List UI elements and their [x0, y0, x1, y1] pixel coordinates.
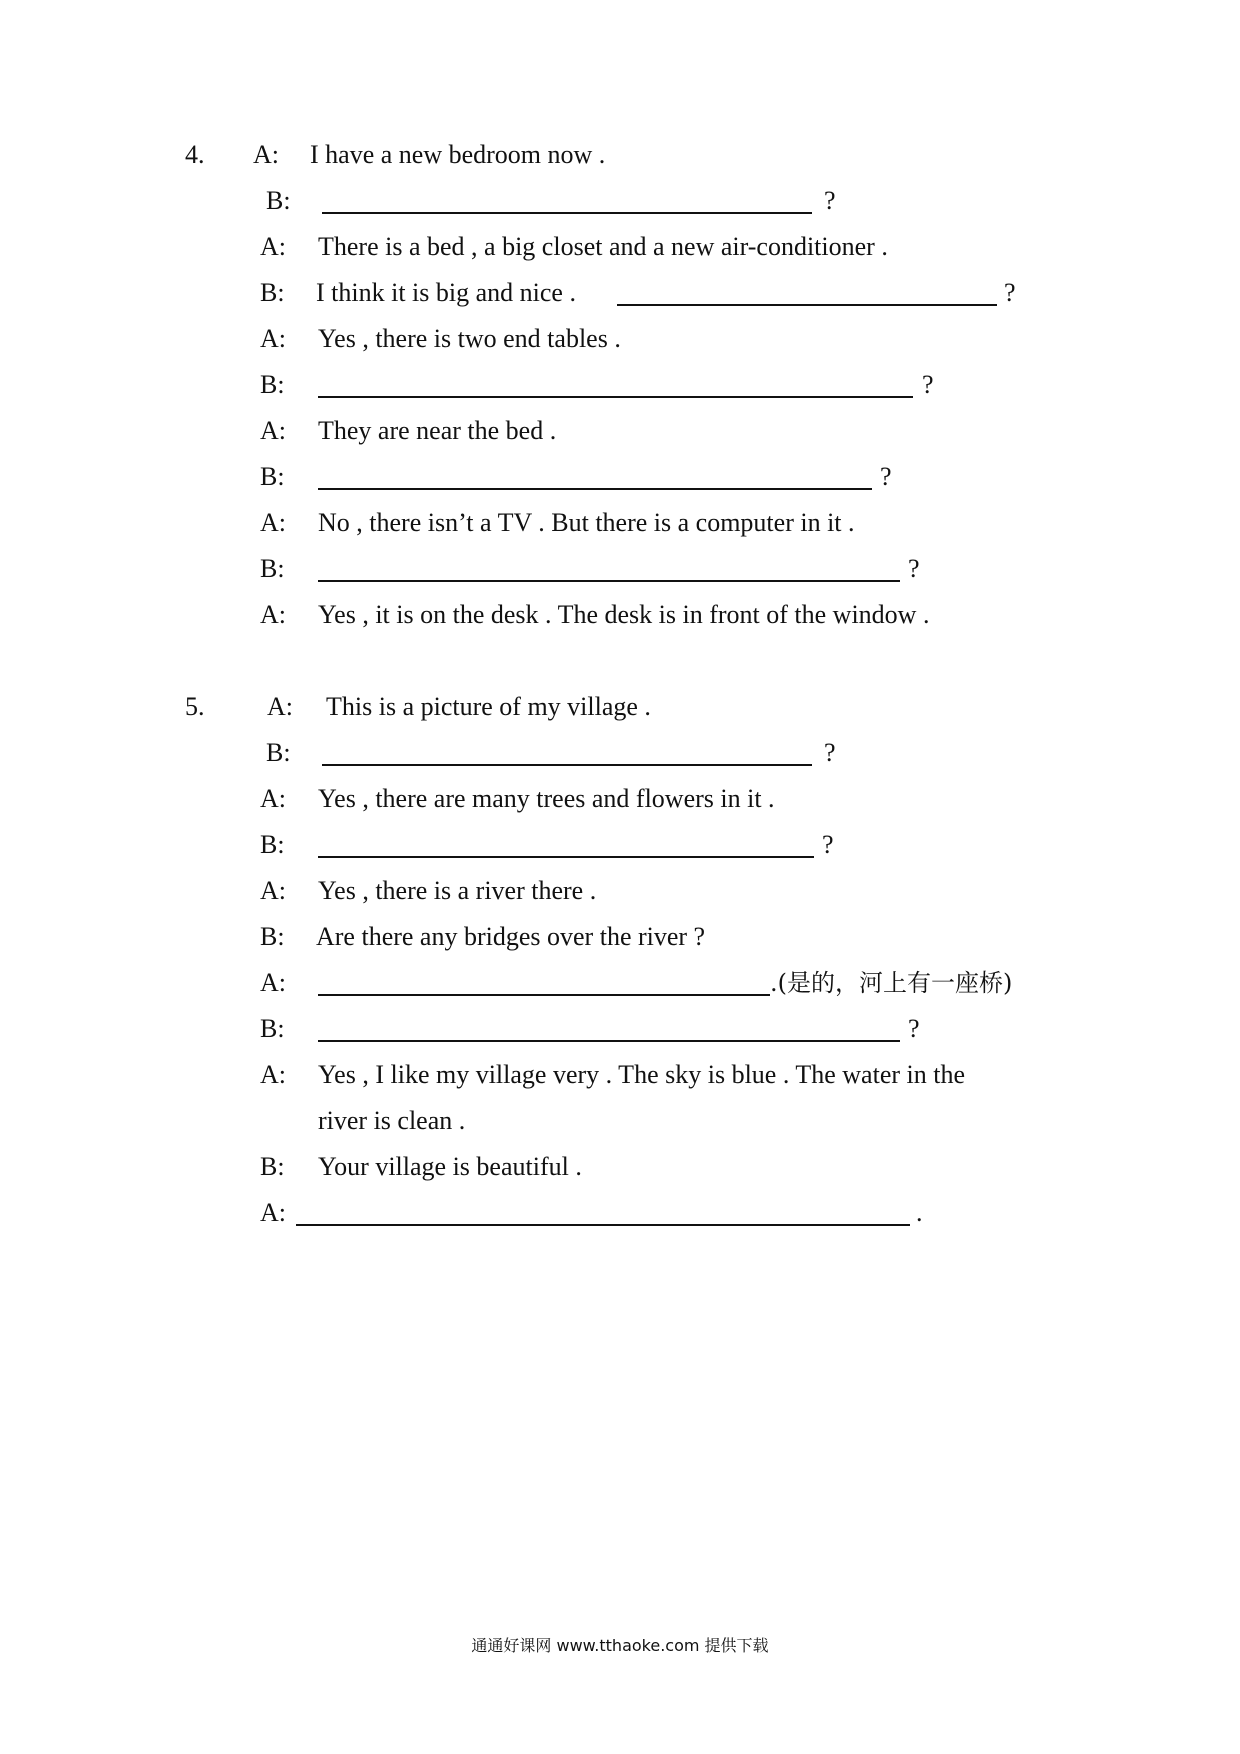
speaker-label: A: [260, 324, 286, 353]
blank-punctuation: ? [908, 554, 920, 583]
speaker-label: A: [260, 968, 286, 997]
speaker-label: B: [260, 278, 285, 307]
dialogue-line: They are near the bed . [318, 416, 557, 445]
speaker-label: A: [260, 416, 286, 445]
answer-blank[interactable] [318, 834, 814, 858]
speaker-label: A: [260, 784, 286, 813]
dialogue-line: Your village is beautiful . [318, 1152, 582, 1181]
speaker-label: B: [260, 1014, 285, 1043]
speaker-label: A: [260, 1198, 286, 1227]
dialogue-line: No , there isn’t a TV . But there is a computer in it . [318, 508, 855, 537]
blank-punctuation: ? [824, 186, 836, 215]
speaker-label: A: [260, 232, 286, 261]
blank-punctuation: ? [824, 738, 836, 767]
speaker-label: B: [260, 830, 285, 859]
blank-punctuation: ? [880, 462, 892, 491]
speaker-label: B: [260, 922, 285, 951]
chinese-hint: .(是的，河上有一座桥) [770, 969, 1013, 997]
speaker-label: A: [260, 876, 286, 905]
speaker-label: B: [266, 738, 291, 767]
dialogue-line: There is a bed , a big closet and a new air-conditioner . [318, 232, 888, 261]
question-number: 5. [185, 692, 205, 721]
speaker-label: A: [267, 692, 293, 721]
dialogue-line: I have a new bedroom now . [310, 140, 606, 169]
speaker-label: A: [260, 600, 286, 629]
dialogue-line: Yes , there is a river there . [318, 876, 597, 905]
question-number: 4. [185, 140, 205, 169]
dialogue-line: Yes , there is two end tables . [318, 324, 621, 353]
speaker-label: B: [266, 186, 291, 215]
dialogue-line: Yes , it is on the desk . The desk is in front of the window . [318, 600, 930, 629]
answer-blank[interactable] [322, 190, 812, 214]
speaker-label: A: [253, 140, 279, 169]
answer-blank[interactable] [296, 1202, 910, 1226]
speaker-label: B: [260, 370, 285, 399]
blank-punctuation: . [916, 1198, 923, 1227]
speaker-label: A: [260, 1060, 286, 1089]
dialogue-line-continued: river is clean . [318, 1106, 466, 1135]
blank-punctuation: ? [908, 1014, 920, 1043]
answer-blank[interactable] [322, 742, 812, 766]
answer-blank[interactable] [318, 972, 770, 996]
answer-blank[interactable] [617, 282, 997, 306]
speaker-label: B: [260, 554, 285, 583]
answer-blank[interactable] [318, 374, 913, 398]
answer-blank[interactable] [318, 466, 872, 490]
dialogue-line: Yes , I like my village very . The sky is blue . The water in the [318, 1060, 966, 1089]
blank-punctuation: ? [1004, 278, 1016, 307]
answer-blank[interactable] [318, 558, 900, 582]
blank-punctuation: ? [822, 830, 834, 859]
dialogue-line: Yes , there are many trees and flowers in it . [318, 784, 775, 813]
speaker-label: A: [260, 508, 286, 537]
blank-punctuation: ? [922, 370, 934, 399]
dialogue-line: This is a picture of my village . [326, 692, 651, 721]
speaker-label: B: [260, 1152, 285, 1181]
answer-blank[interactable] [318, 1018, 900, 1042]
page-footer: 通通好课网 www.tthaoke.com 提供下载 [471, 1636, 769, 1655]
speaker-label: B: [260, 462, 285, 491]
dialogue-line: I think it is big and nice . [316, 278, 576, 307]
dialogue-line: Are there any bridges over the river ? [316, 922, 706, 951]
